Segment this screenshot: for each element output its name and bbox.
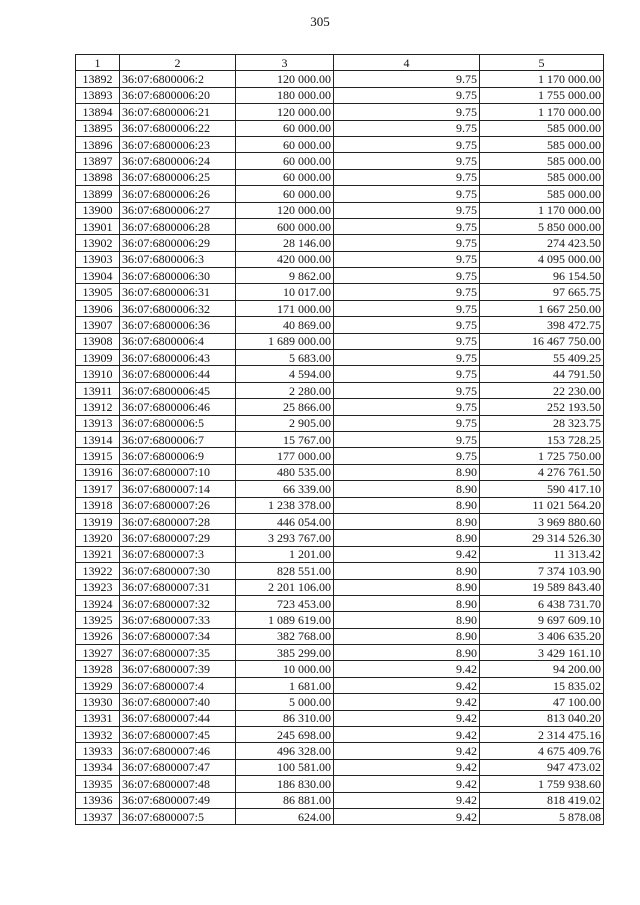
- value-cell: 60 000.00: [236, 186, 334, 202]
- value-cell: 496 328.00: [236, 743, 334, 759]
- cadastral-number-cell: 36:07:6800006:7: [120, 431, 236, 447]
- value-cell: 5 683.00: [236, 350, 334, 366]
- cadastral-number-cell: 36:07:6800007:32: [120, 595, 236, 611]
- total-cell: 6 438 731.70: [480, 595, 604, 611]
- cadastral-number-cell: 36:07:6800007:29: [120, 530, 236, 546]
- rate-cell: 9.75: [334, 448, 480, 464]
- row-number-cell: 13925: [76, 612, 120, 628]
- total-cell: 1 170 000.00: [480, 71, 604, 87]
- rate-cell: 9.75: [334, 382, 480, 398]
- value-cell: 1 238 378.00: [236, 497, 334, 513]
- cadastral-number-cell: 36:07:6800006:23: [120, 136, 236, 152]
- row-number-cell: 13917: [76, 481, 120, 497]
- cadastral-number-cell: 36:07:6800007:35: [120, 645, 236, 661]
- table-row: [76, 202, 604, 218]
- table-row: [76, 284, 604, 300]
- total-cell: 585 000.00: [480, 169, 604, 185]
- cadastral-number-cell: 36:07:6800007:5: [120, 808, 236, 824]
- total-cell: 55 409.25: [480, 350, 604, 366]
- cadastral-number-cell: 36:07:6800007:4: [120, 677, 236, 693]
- cadastral-number-cell: 36:07:6800006:43: [120, 350, 236, 366]
- total-cell: 15 835.02: [480, 677, 604, 693]
- cadastral-number-cell: 36:07:6800007:46: [120, 743, 236, 759]
- rate-cell: 9.42: [334, 661, 480, 677]
- rate-cell: 9.75: [334, 350, 480, 366]
- cadastral-number-cell: 36:07:6800006:31: [120, 284, 236, 300]
- table-row: [76, 497, 604, 513]
- cadastral-number-cell: 36:07:6800007:45: [120, 727, 236, 743]
- row-number-cell: 13910: [76, 366, 120, 382]
- table-row: [76, 661, 604, 677]
- table-row: [76, 415, 604, 431]
- table-row: [76, 579, 604, 595]
- rate-cell: 9.75: [334, 366, 480, 382]
- table-row: [76, 530, 604, 546]
- total-cell: 29 314 526.30: [480, 530, 604, 546]
- value-cell: 1 201.00: [236, 546, 334, 562]
- table-row: [76, 120, 604, 136]
- table-body: [76, 71, 604, 825]
- rate-cell: 9.75: [334, 169, 480, 185]
- table-row: [76, 382, 604, 398]
- row-number-cell: 13898: [76, 169, 120, 185]
- row-number-cell: 13907: [76, 317, 120, 333]
- row-number-cell: 13918: [76, 497, 120, 513]
- total-cell: 585 000.00: [480, 136, 604, 152]
- row-number-cell: 13937: [76, 808, 120, 824]
- row-number-cell: 13892: [76, 71, 120, 87]
- total-cell: 44 791.50: [480, 366, 604, 382]
- total-cell: 4 675 409.76: [480, 743, 604, 759]
- value-cell: 171 000.00: [236, 300, 334, 316]
- cadastral-number-cell: 36:07:6800007:3: [120, 546, 236, 562]
- rate-cell: 9.75: [334, 431, 480, 447]
- value-cell: 2 905.00: [236, 415, 334, 431]
- table-row: [76, 136, 604, 152]
- total-cell: 7 374 103.90: [480, 563, 604, 579]
- rate-cell: 8.90: [334, 464, 480, 480]
- row-number-cell: 13922: [76, 563, 120, 579]
- rate-cell: 9.42: [334, 792, 480, 808]
- table-row: [76, 808, 604, 824]
- rate-cell: 9.75: [334, 415, 480, 431]
- table-row: [76, 759, 604, 775]
- cadastral-number-cell: 36:07:6800007:34: [120, 628, 236, 644]
- cadastral-number-cell: 36:07:6800007:28: [120, 513, 236, 529]
- value-cell: 60 000.00: [236, 136, 334, 152]
- total-cell: 9 697 609.10: [480, 612, 604, 628]
- rate-cell: 9.42: [334, 727, 480, 743]
- total-cell: 3 429 161.10: [480, 645, 604, 661]
- row-number-cell: 13920: [76, 530, 120, 546]
- row-number-cell: 13902: [76, 235, 120, 251]
- table-row: [76, 186, 604, 202]
- table-row: [76, 317, 604, 333]
- total-cell: 4 276 761.50: [480, 464, 604, 480]
- total-cell: 1 725 750.00: [480, 448, 604, 464]
- value-cell: 828 551.00: [236, 563, 334, 579]
- rate-cell: 8.90: [334, 595, 480, 611]
- value-cell: 446 054.00: [236, 513, 334, 529]
- value-cell: 1 089 619.00: [236, 612, 334, 628]
- rate-cell: 9.42: [334, 710, 480, 726]
- row-number-cell: 13927: [76, 645, 120, 661]
- rate-cell: 9.75: [334, 87, 480, 103]
- total-cell: 22 230.00: [480, 382, 604, 398]
- value-cell: 40 869.00: [236, 317, 334, 333]
- rate-cell: 9.42: [334, 776, 480, 792]
- row-number-cell: 13915: [76, 448, 120, 464]
- total-cell: 585 000.00: [480, 153, 604, 169]
- rate-cell: 9.75: [334, 399, 480, 415]
- total-cell: 1 759 938.60: [480, 776, 604, 792]
- rate-cell: 9.75: [334, 317, 480, 333]
- value-cell: 1 689 000.00: [236, 333, 334, 349]
- row-number-cell: 13905: [76, 284, 120, 300]
- cadastral-number-cell: 36:07:6800006:44: [120, 366, 236, 382]
- table-header-row: [76, 55, 604, 71]
- cadastral-number-cell: 36:07:6800007:40: [120, 694, 236, 710]
- value-cell: 4 594.00: [236, 366, 334, 382]
- column-header-1: 1: [76, 55, 120, 71]
- cadastral-number-cell: 36:07:6800006:9: [120, 448, 236, 464]
- cadastral-number-cell: 36:07:6800006:24: [120, 153, 236, 169]
- row-number-cell: 13930: [76, 694, 120, 710]
- total-cell: 398 472.75: [480, 317, 604, 333]
- table-row: [76, 694, 604, 710]
- table-row: [76, 645, 604, 661]
- table-row: [76, 563, 604, 579]
- value-cell: 5 000.00: [236, 694, 334, 710]
- row-number-cell: 13932: [76, 727, 120, 743]
- value-cell: 1 681.00: [236, 677, 334, 693]
- rate-cell: 9.75: [334, 186, 480, 202]
- rate-cell: 9.75: [334, 202, 480, 218]
- total-cell: 3 969 880.60: [480, 513, 604, 529]
- table-row: [76, 628, 604, 644]
- row-number-cell: 13903: [76, 251, 120, 267]
- table-row: [76, 743, 604, 759]
- table-row: [76, 546, 604, 562]
- total-cell: 813 040.20: [480, 710, 604, 726]
- row-number-cell: 13933: [76, 743, 120, 759]
- cadastral-number-cell: 36:07:6800006:2: [120, 71, 236, 87]
- table-row: [76, 727, 604, 743]
- rate-cell: 9.42: [334, 743, 480, 759]
- value-cell: 624.00: [236, 808, 334, 824]
- cadastral-number-cell: 36:07:6800007:33: [120, 612, 236, 628]
- rate-cell: 9.42: [334, 808, 480, 824]
- table-row: [76, 776, 604, 792]
- rate-cell: 9.75: [334, 268, 480, 284]
- column-header-5: 5: [480, 55, 604, 71]
- cadastral-number-cell: 36:07:6800006:4: [120, 333, 236, 349]
- table-row: [76, 268, 604, 284]
- rate-cell: 9.75: [334, 300, 480, 316]
- total-cell: 5 878.08: [480, 808, 604, 824]
- value-cell: 2 280.00: [236, 382, 334, 398]
- total-cell: 1 170 000.00: [480, 202, 604, 218]
- rate-cell: 9.75: [334, 218, 480, 234]
- table-row: [76, 612, 604, 628]
- cadastral-number-cell: 36:07:6800006:20: [120, 87, 236, 103]
- value-cell: 420 000.00: [236, 251, 334, 267]
- value-cell: 60 000.00: [236, 153, 334, 169]
- value-cell: 3 293 767.00: [236, 530, 334, 546]
- total-cell: 28 323.75: [480, 415, 604, 431]
- table-row: [76, 235, 604, 251]
- value-cell: 10 017.00: [236, 284, 334, 300]
- table-row: [76, 399, 604, 415]
- total-cell: 4 095 000.00: [480, 251, 604, 267]
- cadastral-number-cell: 36:07:6800006:25: [120, 169, 236, 185]
- value-cell: 10 000.00: [236, 661, 334, 677]
- rate-cell: 8.90: [334, 563, 480, 579]
- cadastral-number-cell: 36:07:6800007:14: [120, 481, 236, 497]
- rate-cell: 8.90: [334, 497, 480, 513]
- value-cell: 60 000.00: [236, 120, 334, 136]
- row-number-cell: 13909: [76, 350, 120, 366]
- table-row: [76, 87, 604, 103]
- row-number-cell: 13928: [76, 661, 120, 677]
- column-header-4: 4: [334, 55, 480, 71]
- cadastral-number-cell: 36:07:6800006:27: [120, 202, 236, 218]
- table-row: [76, 513, 604, 529]
- row-number-cell: 13923: [76, 579, 120, 595]
- value-cell: 600 000.00: [236, 218, 334, 234]
- table-row: [76, 710, 604, 726]
- row-number-cell: 13926: [76, 628, 120, 644]
- value-cell: 120 000.00: [236, 71, 334, 87]
- total-cell: 274 423.50: [480, 235, 604, 251]
- total-cell: 153 728.25: [480, 431, 604, 447]
- total-cell: 16 467 750.00: [480, 333, 604, 349]
- cadastral-number-cell: 36:07:6800006:30: [120, 268, 236, 284]
- value-cell: 245 698.00: [236, 727, 334, 743]
- table-row: [76, 350, 604, 366]
- rate-cell: 9.75: [334, 104, 480, 120]
- total-cell: 47 100.00: [480, 694, 604, 710]
- column-header-3: 3: [236, 55, 334, 71]
- row-number-cell: 13919: [76, 513, 120, 529]
- value-cell: 9 862.00: [236, 268, 334, 284]
- rate-cell: 8.90: [334, 579, 480, 595]
- cadastral-number-cell: 36:07:6800007:10: [120, 464, 236, 480]
- value-cell: 186 830.00: [236, 776, 334, 792]
- data-table: [75, 54, 604, 825]
- row-number-cell: 13908: [76, 333, 120, 349]
- rate-cell: 8.90: [334, 481, 480, 497]
- table-row: [76, 169, 604, 185]
- rate-cell: 9.75: [334, 71, 480, 87]
- table-row: [76, 218, 604, 234]
- cadastral-number-cell: 36:07:6800006:29: [120, 235, 236, 251]
- value-cell: 120 000.00: [236, 104, 334, 120]
- row-number-cell: 13935: [76, 776, 120, 792]
- value-cell: 382 768.00: [236, 628, 334, 644]
- total-cell: 252 193.50: [480, 399, 604, 415]
- total-cell: 1 667 250.00: [480, 300, 604, 316]
- total-cell: 19 589 843.40: [480, 579, 604, 595]
- value-cell: 66 339.00: [236, 481, 334, 497]
- cadastral-number-cell: 36:07:6800007:48: [120, 776, 236, 792]
- table-row: [76, 448, 604, 464]
- value-cell: 15 767.00: [236, 431, 334, 447]
- row-number-cell: 13931: [76, 710, 120, 726]
- row-number-cell: 13904: [76, 268, 120, 284]
- table-row: [76, 595, 604, 611]
- total-cell: 11 021 564.20: [480, 497, 604, 513]
- value-cell: 180 000.00: [236, 87, 334, 103]
- row-number-cell: 13911: [76, 382, 120, 398]
- cadastral-number-cell: 36:07:6800007:31: [120, 579, 236, 595]
- value-cell: 723 453.00: [236, 595, 334, 611]
- value-cell: 385 299.00: [236, 645, 334, 661]
- cadastral-number-cell: 36:07:6800006:46: [120, 399, 236, 415]
- row-number-cell: 13936: [76, 792, 120, 808]
- value-cell: 25 866.00: [236, 399, 334, 415]
- total-cell: 5 850 000.00: [480, 218, 604, 234]
- rate-cell: 9.75: [334, 136, 480, 152]
- value-cell: 86 310.00: [236, 710, 334, 726]
- value-cell: 2 201 106.00: [236, 579, 334, 595]
- cadastral-number-cell: 36:07:6800006:45: [120, 382, 236, 398]
- rate-cell: 8.90: [334, 645, 480, 661]
- cadastral-number-cell: 36:07:6800006:26: [120, 186, 236, 202]
- total-cell: 3 406 635.20: [480, 628, 604, 644]
- cadastral-number-cell: 36:07:6800007:26: [120, 497, 236, 513]
- cadastral-number-cell: 36:07:6800007:47: [120, 759, 236, 775]
- total-cell: 11 313.42: [480, 546, 604, 562]
- row-number-cell: 13929: [76, 677, 120, 693]
- row-number-cell: 13895: [76, 120, 120, 136]
- total-cell: 585 000.00: [480, 186, 604, 202]
- total-cell: 1 170 000.00: [480, 104, 604, 120]
- value-cell: 60 000.00: [236, 169, 334, 185]
- rate-cell: 8.90: [334, 530, 480, 546]
- table-row: [76, 366, 604, 382]
- cadastral-number-cell: 36:07:6800006:36: [120, 317, 236, 333]
- total-cell: 590 417.10: [480, 481, 604, 497]
- total-cell: 96 154.50: [480, 268, 604, 284]
- table-row: [76, 71, 604, 87]
- cadastral-number-cell: 36:07:6800006:22: [120, 120, 236, 136]
- total-cell: 97 665.75: [480, 284, 604, 300]
- table-row: [76, 251, 604, 267]
- value-cell: 28 146.00: [236, 235, 334, 251]
- rate-cell: 9.75: [334, 153, 480, 169]
- table-row: [76, 464, 604, 480]
- rate-cell: 9.75: [334, 333, 480, 349]
- row-number-cell: 13916: [76, 464, 120, 480]
- table-row: [76, 104, 604, 120]
- row-number-cell: 13924: [76, 595, 120, 611]
- value-cell: 480 535.00: [236, 464, 334, 480]
- cadastral-number-cell: 36:07:6800006:32: [120, 300, 236, 316]
- cadastral-number-cell: 36:07:6800007:30: [120, 563, 236, 579]
- rate-cell: 9.75: [334, 251, 480, 267]
- total-cell: 1 755 000.00: [480, 87, 604, 103]
- row-number-cell: 13900: [76, 202, 120, 218]
- total-cell: 2 314 475.16: [480, 727, 604, 743]
- table-row: [76, 431, 604, 447]
- rate-cell: 9.75: [334, 235, 480, 251]
- column-header-2: 2: [120, 55, 236, 71]
- table-row: [76, 481, 604, 497]
- rate-cell: 8.90: [334, 612, 480, 628]
- page-number: 305: [310, 14, 330, 29]
- cadastral-number-cell: 36:07:6800006:28: [120, 218, 236, 234]
- rate-cell: 9.75: [334, 120, 480, 136]
- cadastral-number-cell: 36:07:6800006:3: [120, 251, 236, 267]
- rate-cell: 8.90: [334, 628, 480, 644]
- row-number-cell: 13897: [76, 153, 120, 169]
- row-number-cell: 13894: [76, 104, 120, 120]
- row-number-cell: 13893: [76, 87, 120, 103]
- cadastral-number-cell: 36:07:6800007:44: [120, 710, 236, 726]
- value-cell: 86 881.00: [236, 792, 334, 808]
- table-row: [76, 333, 604, 349]
- rate-cell: 9.42: [334, 694, 480, 710]
- row-number-cell: 13914: [76, 431, 120, 447]
- total-cell: 94 200.00: [480, 661, 604, 677]
- cadastral-number-cell: 36:07:6800006:5: [120, 415, 236, 431]
- cadastral-number-cell: 36:07:6800006:21: [120, 104, 236, 120]
- rate-cell: 8.90: [334, 513, 480, 529]
- row-number-cell: 13906: [76, 300, 120, 316]
- row-number-cell: 13913: [76, 415, 120, 431]
- rate-cell: 9.42: [334, 677, 480, 693]
- rate-cell: 9.42: [334, 759, 480, 775]
- row-number-cell: 13934: [76, 759, 120, 775]
- row-number-cell: 13901: [76, 218, 120, 234]
- row-number-cell: 13921: [76, 546, 120, 562]
- row-number-cell: 13896: [76, 136, 120, 152]
- value-cell: 177 000.00: [236, 448, 334, 464]
- value-cell: 120 000.00: [236, 202, 334, 218]
- row-number-cell: 13899: [76, 186, 120, 202]
- rate-cell: 9.75: [334, 284, 480, 300]
- table-row: [76, 153, 604, 169]
- table-row: [76, 792, 604, 808]
- table-row: [76, 677, 604, 693]
- total-cell: 585 000.00: [480, 120, 604, 136]
- rate-cell: 9.42: [334, 546, 480, 562]
- total-cell: 947 473.02: [480, 759, 604, 775]
- cadastral-number-cell: 36:07:6800007:49: [120, 792, 236, 808]
- value-cell: 100 581.00: [236, 759, 334, 775]
- row-number-cell: 13912: [76, 399, 120, 415]
- table-row: [76, 300, 604, 316]
- cadastral-number-cell: 36:07:6800007:39: [120, 661, 236, 677]
- total-cell: 818 419.02: [480, 792, 604, 808]
